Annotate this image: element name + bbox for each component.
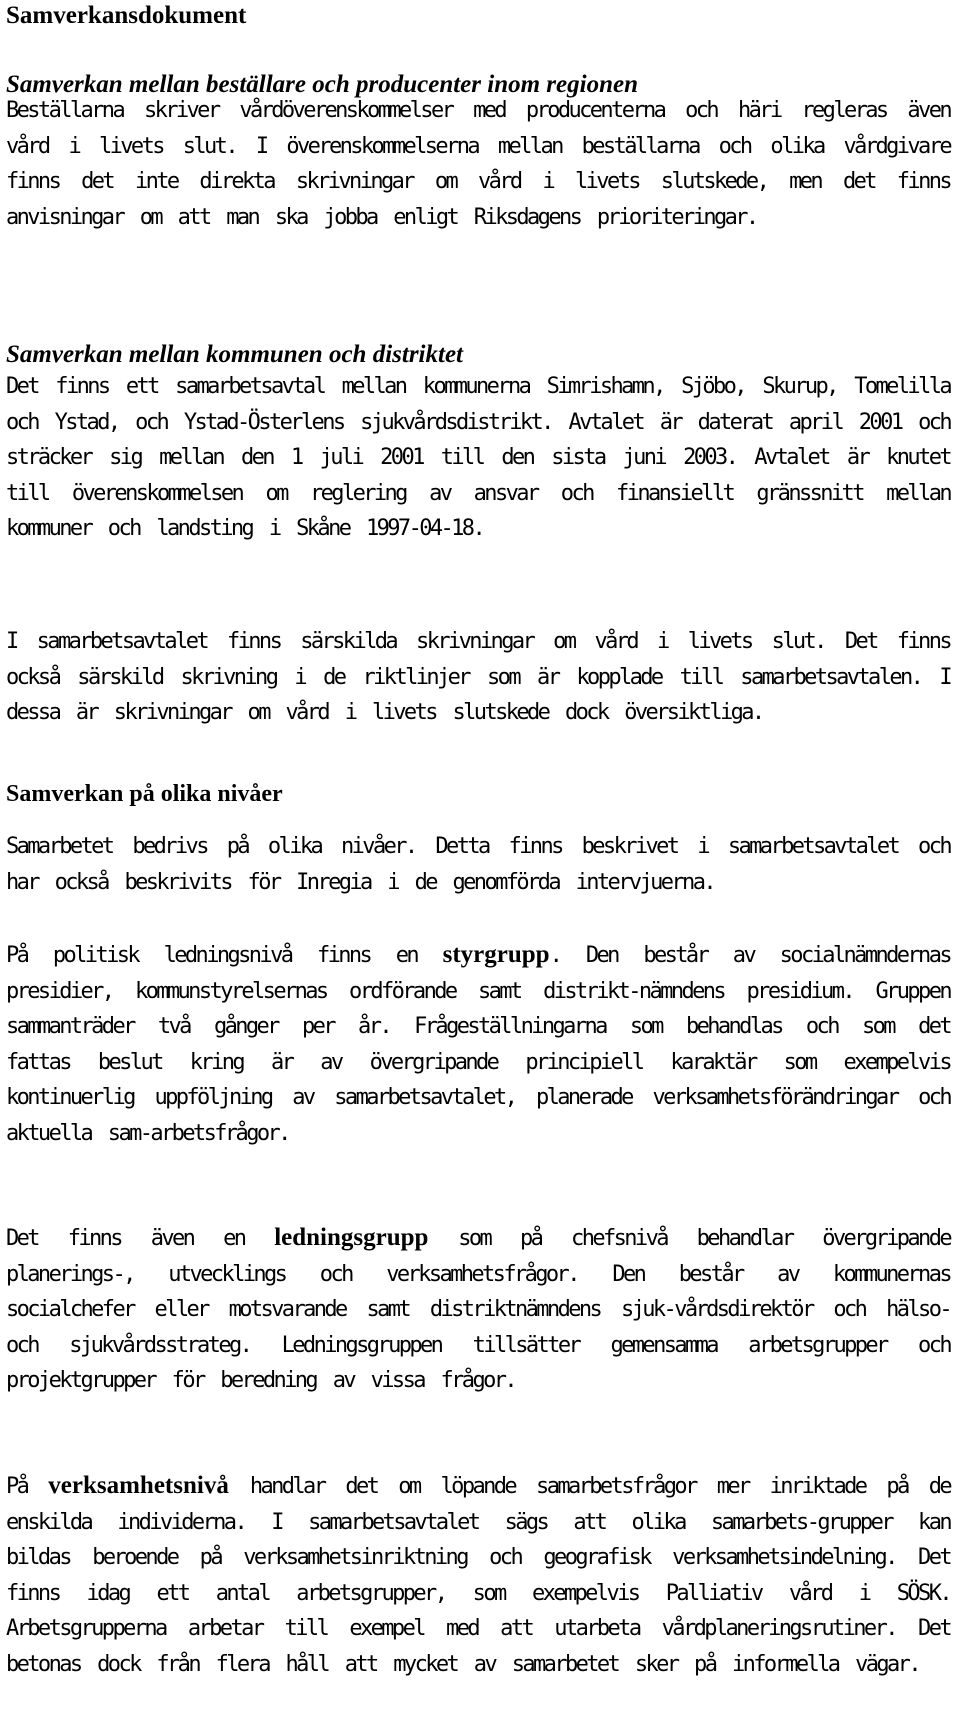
paragraph-verksamhetsniva-body: handlar det om löpande samarbetsfrågor mer inriktade på de enskilda individerna. I samarbetsavtalet sägs att olika samarbets-grupper kan bildas beroende på verksamhetsinriktning och geografisk verksamhetsindelning. Det finns idag ett antal arbetsgrupper, som exempelvis Palliativ vård i SÖSK. Arbetsgrupperna arbetar till exempel med att utarbeta vårdplaneringsrutiner. Det betonas dock från flera håll att mycket av samarbetet sker på informella vägar.	[6, 1474, 950, 1677]
term-ledningsgrupp: ledningsgrupp	[274, 1224, 429, 1251]
section-heading-kommunen-distriktet: Samverkan mellan kommunen och distriktet	[6, 341, 463, 368]
paragraph-vard-i-livets-slut: I samarbetsavtalet finns särskilda skrivningar om vård i livets slut. Det finns också särskild skrivning i de riktlinjer som är kopplade till samarbetsavtalen. I dessa är skrivningar om vård i livets slutskede dock översiktliga.	[6, 629, 950, 725]
paragraph-verksamhetsniva-intro: På	[6, 1474, 49, 1499]
paragraph-styrgrupp-body: . Den består av socialnämndernas presidier, kommunstyrelsernas ordförande samt distrikt-nämndens presidium. Gruppen sammanträder två gånger per år. Frågeställningarna som behandlas och som det fattas beslut kring är av övergripande principiell karaktär som exempelvis kontinuerlig uppföljning av samarbetsavtalet, planerade verksamhetsförändringar och aktuella sam-arbetsfrågor.	[6, 943, 950, 1146]
paragraph-styrgrupp	[6, 937, 950, 1151]
paragraph-verksamhetsniva	[6, 1468, 950, 1682]
paragraph-beställare-producenter: Beställarna skriver vårdöverenskommelser med producenterna och häri regleras även vård i livets slut. I överenskommelserna mellan beställarna och olika vårdgivare finns det inte direkta skrivningar om vård i livets slutskede, men det finns anvisningar om att man ska jobba enligt Riksdagens prioriteringar.	[6, 98, 950, 230]
paragraph-samarbetsavtal: Det finns ett samarbetsavtal mellan kommunerna Simrishamn, Sjöbo, Skurup, Tomelilla och Ystad, och Ystad-Österlens sjukvårdsdistrikt. Avtalet är daterat april 2001 och sträcker sig mellan den 1 juli 2001 till den sista juni 2003. Avtalet är knutet till överenskommelsen om reglering av ansvar och finansiellt gränssnitt mellan kommuner och landsting i Skåne 1997-04-18.	[6, 374, 950, 541]
term-verksamhetsniva: verksamhetsnivå	[48, 1472, 229, 1499]
document-title: Samverkansdokument	[6, 2, 247, 29]
paragraph-olika-nivaer: Samarbetet bedrivs på olika nivåer. Detta finns beskrivet i samarbetsavtalet och har också beskrivits för Inregia i de genomförda intervjuerna.	[6, 834, 950, 895]
section-heading-beställare-producenter: Samverkan mellan beställare och producenter inom regionen	[6, 71, 638, 98]
paragraph-ledningsgrupp	[6, 1220, 950, 1399]
term-styrgrupp: styrgrupp	[442, 941, 550, 968]
paragraph-ledningsgrupp-intro: Det finns även en	[6, 1226, 275, 1251]
paragraph-ledningsgrupp-body: som på chefsnivå behandlar övergripande planerings-, utvecklings och verksamhetsfrågor. Den består av kommunernas socialchefer eller motsvarande samt distriktnämndens sjuk-vårdsdirektör och hälso- och sjukvårdsstrateg. Ledningsgruppen tillsätter gemensamma arbetsgrupper och projektgrupper för beredning av vissa frågor.	[6, 1226, 950, 1393]
section-heading-olika-nivaer: Samverkan på olika nivåer	[6, 781, 283, 807]
paragraph-styrgrupp-intro: På politisk ledningsnivå finns en	[6, 943, 443, 968]
